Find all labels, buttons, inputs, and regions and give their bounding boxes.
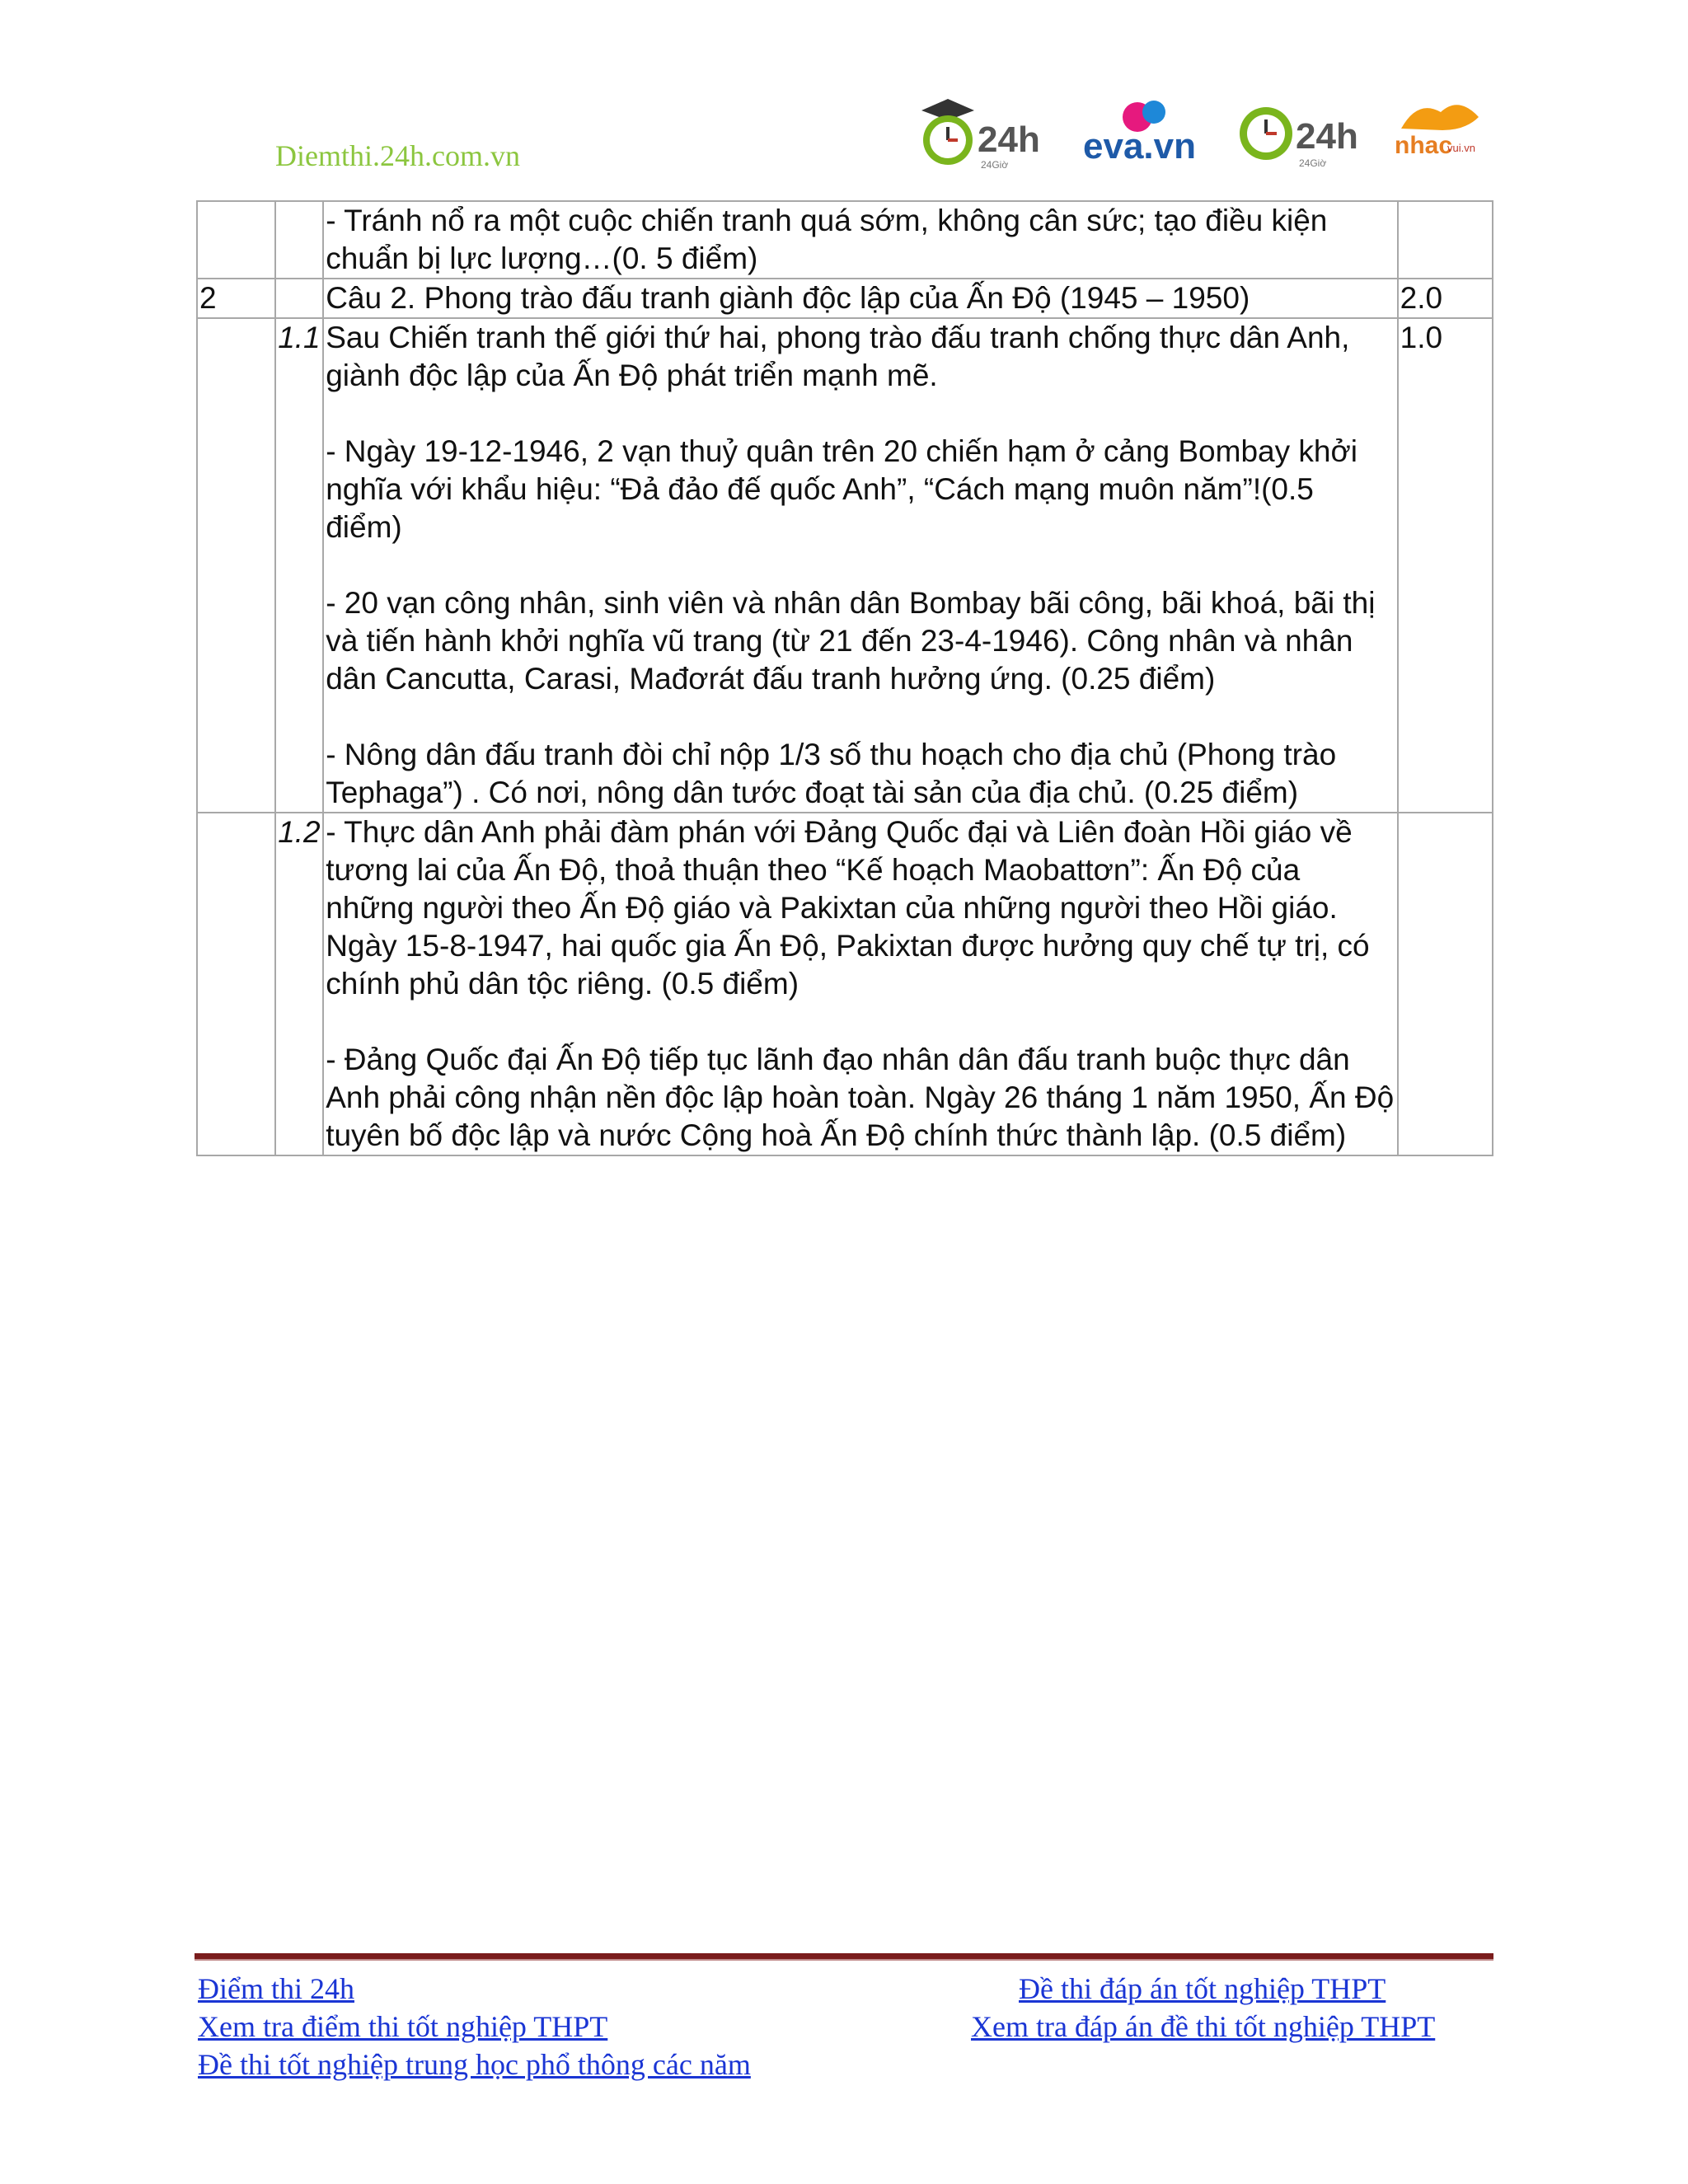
logo-nhac-label: nhac xyxy=(1395,132,1453,159)
sub-score xyxy=(1398,813,1493,1155)
cell-content xyxy=(323,201,1397,279)
logo-nhac[interactable] xyxy=(1393,92,1490,175)
cell-content xyxy=(323,813,1397,1155)
paragraph: - 20 vạn công nhân, sinh viên và nhân dân Bombay bãi công, bãi khoá, bãi thị và tiến hành khởi nghĩa vũ trang (từ 21 đến 23-4-1946). Công nhân và nhân dân Cancutta, Carasi, Mađơrát đấu tranh hưởng ứng. (0.25 điểm) xyxy=(326,586,1376,696)
link-de-thi-cac-nam[interactable]: Đề thi tốt nghiệp trung học phổ thông các năm xyxy=(198,2048,751,2081)
link-xem-diem-thi[interactable]: Xem tra điểm thi tốt nghiệp THPT xyxy=(198,2010,608,2043)
cell-number xyxy=(197,813,275,1155)
logo-24h-label: 24h xyxy=(1296,116,1358,157)
cell-sub xyxy=(275,201,323,279)
question-score: 2.0 xyxy=(1398,279,1493,318)
intro-text: - Tránh nổ ra một cuộc chiến tranh quá sớm, không cân sức; tạo điều kiện chuẩn bị lực lượng…(0. 5 điểm) xyxy=(326,204,1328,275)
link-de-thi-dap-an[interactable]: Đề thi đáp án tốt nghiệp THPT xyxy=(1019,1972,1386,2005)
logo-24h[interactable] xyxy=(1231,92,1360,175)
footer-divider xyxy=(195,1953,1493,1961)
logo-eva[interactable] xyxy=(1078,92,1210,175)
cell-score xyxy=(1398,201,1493,279)
sub-number: 1.2 xyxy=(275,813,323,1155)
table-row-1-1 xyxy=(197,318,1493,813)
logo-24h-sublabel: 24Giờ xyxy=(981,159,1009,171)
logo-24h-label: 24h xyxy=(978,120,1040,160)
table-row-1-2 xyxy=(197,813,1493,1155)
cell-number xyxy=(197,201,275,279)
sparkle-icon xyxy=(1401,105,1479,130)
cell-sub xyxy=(275,279,323,318)
logo-24h-graduation[interactable] xyxy=(913,92,1042,175)
link-xem-dap-an[interactable]: Xem tra đáp án đề thi tốt nghiệp THPT xyxy=(971,2010,1436,2043)
paragraph: - Đảng Quốc đại Ấn Độ tiếp tục lãnh đạo nhân dân đấu tranh buộc thực dân Anh phải công nhận nền độc lập hoàn toàn. Ngày 26 tháng 1 năm 1950, Ấn Độ tuyên bố độc lập và nước Cộng hoà Ấn Độ chính thức thành lập. (0.5 điểm) xyxy=(326,1043,1395,1152)
cell-content xyxy=(323,318,1397,813)
paragraph: - Ngày 19-12-1946, 2 vạn thuỷ quân trên 20 chiến hạm ở cảng Bombay khởi nghĩa với khẩu hiệu: “Đả đảo đế quốc Anh”, “Cách mạng muôn năm”!(0.5 điểm) xyxy=(326,434,1357,544)
paragraph: - Nông dân đấu tranh đòi chỉ nộp 1/3 số thu hoạch cho địa chủ (Phong trào Tephaga”) . Có nơi, nông dân tước đoạt tài sản của địa chủ. (0.25 điểm) xyxy=(326,738,1337,809)
question-title: Câu 2. Phong trào đấu tranh giành độc lập của Ấn Độ (1945 – 1950) xyxy=(323,279,1397,318)
link-diem-thi-24h[interactable]: Điểm thi 24h xyxy=(198,1972,354,2005)
paragraph: - Thực dân Anh phải đàm phán với Đảng Quốc đại và Liên đoàn Hồi giáo về tương lai của Ấn Độ, thoả thuận theo “Kế hoạch Maobattơn”: Ấn Độ của những người theo Ấn Độ giáo và Pakixtan của những người theo Hồi giáo. Ngày 15-8-1947, hai quốc gia Ấn Độ, Pakixtan được hưởng quy chế tự trị, có chính phủ dân tộc riêng. (0.5 điểm) xyxy=(326,815,1370,1001)
logo-nhac-sublabel: vui.vn xyxy=(1447,142,1475,154)
answer-table xyxy=(196,200,1493,1156)
table-row-intro xyxy=(197,201,1493,279)
logo-eva-label: eva.vn xyxy=(1083,126,1196,166)
cell-number xyxy=(197,318,275,813)
table-row-question xyxy=(197,279,1493,318)
logo-24h-sublabel: 24Giờ xyxy=(1299,157,1327,169)
sub-score: 1.0 xyxy=(1398,318,1493,813)
partner-logos xyxy=(913,92,1490,175)
sub-number: 1.1 xyxy=(275,318,323,813)
site-name: Diemthi.24h.com.vn xyxy=(275,139,520,172)
paragraph: Sau Chiến tranh thế giới thứ hai, phong trào đấu tranh chống thực dân Anh, giành độc lập của Ấn Độ phát triển mạnh mẽ. xyxy=(326,321,1350,392)
question-number: 2 xyxy=(197,279,275,318)
